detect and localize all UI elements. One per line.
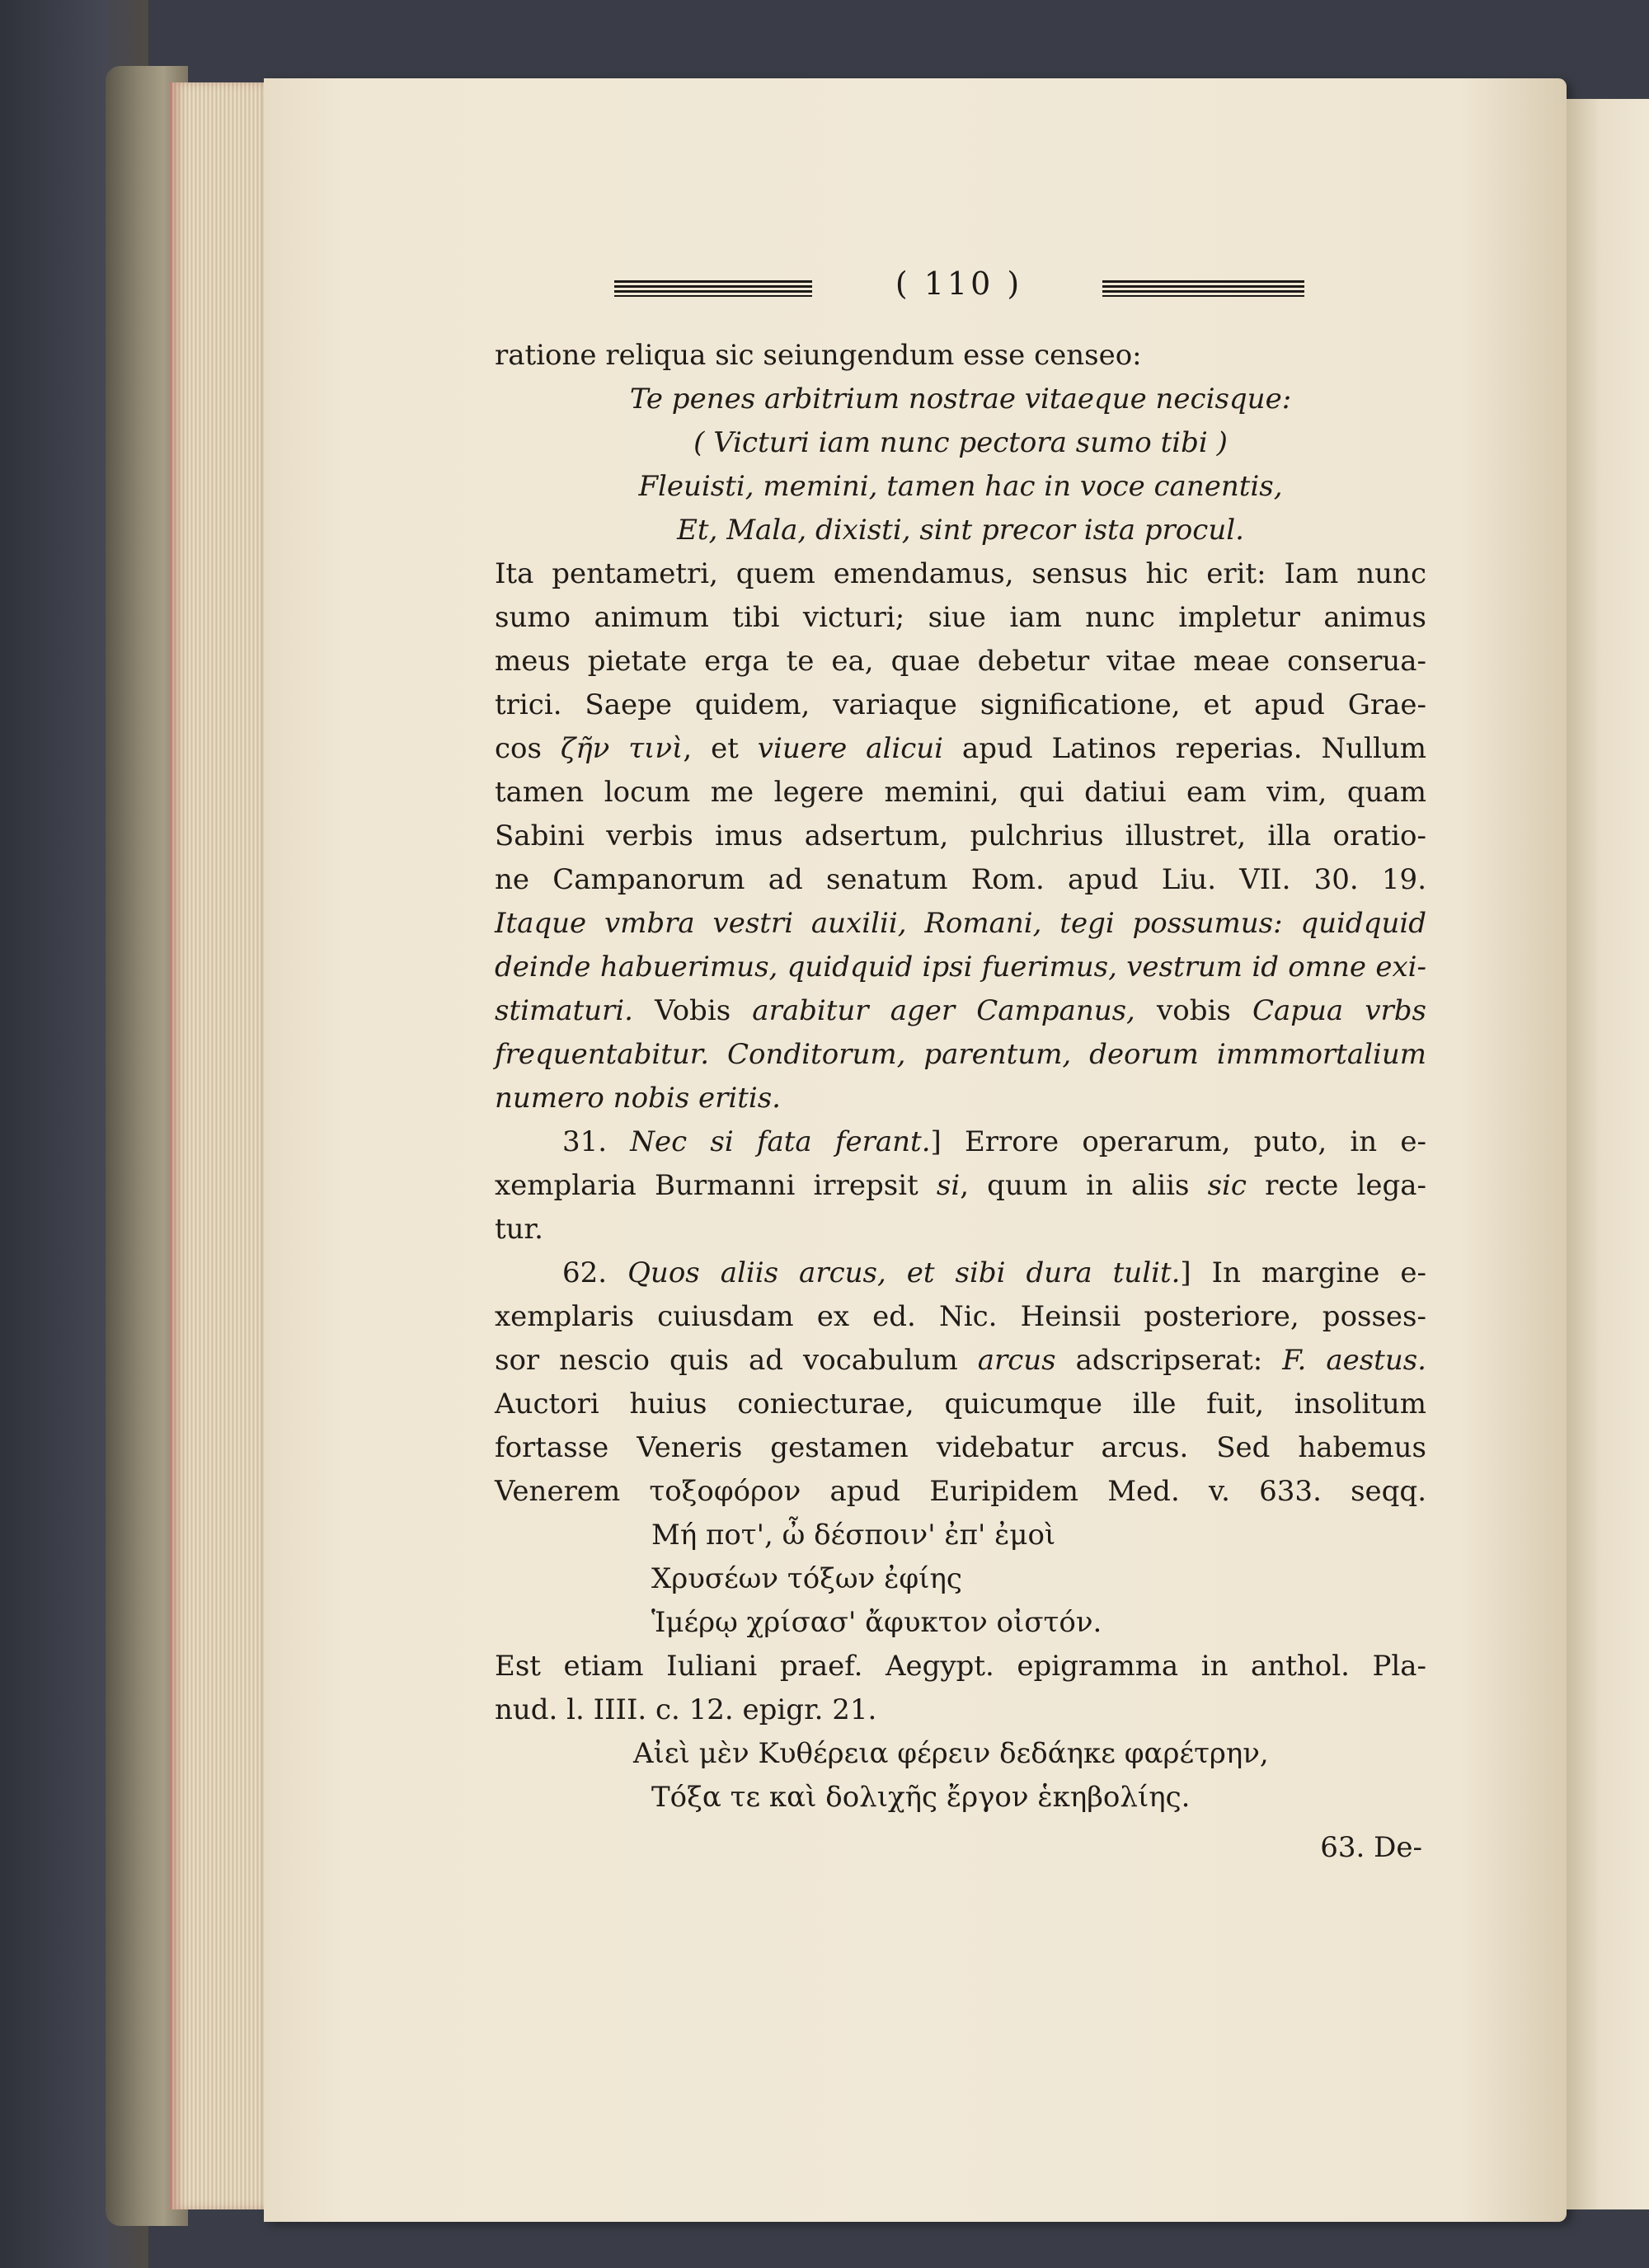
quote-line: Itaque vmbra vestri auxilii, Romani, tegi possumus: quidquid xyxy=(495,907,1426,940)
greek-verse-line: Μή ποτ', ὦ δέσποιν' ἐπ' ἐμοὶ xyxy=(651,1519,1056,1552)
text-line: nud. l. IIII. c. 12. epigr. 21. xyxy=(495,1693,877,1726)
text-span: Vobis xyxy=(633,994,753,1027)
text-line: Venerem τοξοφόρον apud Euripidem Med. v. 633. seqq. xyxy=(495,1475,1426,1508)
text-span: adscripserat: xyxy=(1055,1344,1283,1377)
text-line: Sabini verbis imus adsertum, pulchrius illustret, illa oratio- xyxy=(495,819,1426,852)
lemma: Nec si fata ferant. xyxy=(630,1125,931,1158)
quote-line: deinde habuerimus, quidquid ipsi fuerimus, vestrum id omne exi- xyxy=(495,951,1426,984)
text-span: sic xyxy=(1207,1169,1247,1202)
greek-verse-line: Χρυσέων τόξων ἐφίης xyxy=(651,1562,962,1595)
text-span: ] In margine e- xyxy=(1180,1256,1426,1289)
quote-line xyxy=(495,989,1426,1033)
text-span: xemplaria Burmanni irrepsit xyxy=(495,1169,937,1202)
page-header xyxy=(614,265,1307,315)
page-text xyxy=(495,334,1426,1870)
verse-line: Fleuisti, memini, tamen hac in voce canentis, xyxy=(638,470,1283,503)
text-span: Capua vrbs xyxy=(1252,994,1426,1027)
header-rule-right xyxy=(1102,280,1304,297)
quote-line: frequentabitur. Conditorum, parentum, deorum immmortalium xyxy=(495,1038,1426,1071)
text-span: arabitur ager Campanus, xyxy=(752,994,1135,1027)
note-number: 62. xyxy=(562,1256,628,1289)
text-span: , quum in aliis xyxy=(960,1169,1208,1202)
text-line xyxy=(495,1339,1426,1383)
text-span: stimaturi. xyxy=(495,994,633,1027)
text-span: sor nescio quis ad vocabulum xyxy=(495,1344,978,1377)
text-line: meus pietate erga te ea, quae debetur vitae meae conserua- xyxy=(495,645,1426,678)
catchword: 63. De- xyxy=(1320,1831,1422,1864)
latin-phrase: viuere alicui xyxy=(757,732,944,765)
text-line: fortasse Veneris gestamen videbatur arcus. Sed habemus xyxy=(495,1431,1426,1464)
text-line: sumo animum tibi victuri; siue iam nunc impletur animus xyxy=(495,601,1426,634)
note-number: 31. xyxy=(562,1125,631,1158)
text-line: ratione reliqua sic seiungendum esse censeo: xyxy=(495,339,1142,372)
note-31-line xyxy=(495,1120,1426,1164)
facing-page-edge xyxy=(1567,99,1649,2209)
text-span: F. aestus. xyxy=(1282,1344,1426,1377)
text-line xyxy=(495,727,1426,771)
text-span: ] Errore operarum, puto, in e- xyxy=(930,1125,1426,1158)
lemma: Quos aliis arcus, et sibi dura tulit. xyxy=(627,1256,1181,1289)
text-line: Est etiam Iuliani praef. Aegypt. epigramma in anthol. Pla- xyxy=(495,1650,1426,1683)
text-span: vobis xyxy=(1135,994,1252,1027)
text-line: Ita pentametri, quem emendamus, sensus hic erit: Iam nunc xyxy=(495,557,1426,590)
greek-verse-line: Τόξα τε καὶ δολιχῆς ἔργον ἑκηβολίης. xyxy=(651,1781,1191,1814)
text-span: , et xyxy=(683,732,758,765)
text-line: ne Campanorum ad senatum Rom. apud Liu. VII. 30. 19. xyxy=(495,863,1426,896)
text-span: si xyxy=(936,1169,961,1202)
note-62-line xyxy=(495,1251,1426,1295)
greek-phrase: ζῆν τινὶ xyxy=(560,732,684,765)
text-span: apud Latinos reperias. Nullum xyxy=(943,732,1426,765)
page-number: ( 110 ) xyxy=(895,265,1023,302)
text-span: arcus xyxy=(977,1344,1056,1377)
text-line: Auctori huius coniecturae, quicumque ille fuit, insolitum xyxy=(495,1388,1426,1420)
verse-line: ( Victuri iam nunc pectora sumo tibi ) xyxy=(693,426,1228,459)
text-line: xemplaris cuiusdam ex ed. Nic. Heinsii posteriore, posses- xyxy=(495,1300,1426,1333)
quote-line: numero nobis eritis. xyxy=(495,1082,781,1115)
greek-verse-line: Αἰεὶ μὲν Κυθέρεια φέρειν δεδάηκε φαρέτρην, xyxy=(633,1737,1269,1770)
text-span: cos xyxy=(495,732,561,765)
text-line xyxy=(495,1164,1426,1208)
page-edges xyxy=(169,82,271,2209)
greek-verse-line: Ἱμέρῳ χρίσασ' ἄφυκτον οἰστόν. xyxy=(651,1606,1102,1639)
verse-line: Et, Mala, dixisti, sint precor ista procul. xyxy=(677,514,1244,547)
verse-line: Te penes arbitrium nostrae vitaeque necisque: xyxy=(629,383,1292,416)
header-rule-left xyxy=(614,280,812,297)
text-line: trici. Saepe quidem, variaque significatione, et apud Grae- xyxy=(495,688,1426,721)
text-span: recte lega- xyxy=(1246,1169,1426,1202)
text-line: tamen locum me legere memini, qui datiui eam vim, quam xyxy=(495,776,1426,809)
text-line: tur. xyxy=(495,1213,543,1246)
